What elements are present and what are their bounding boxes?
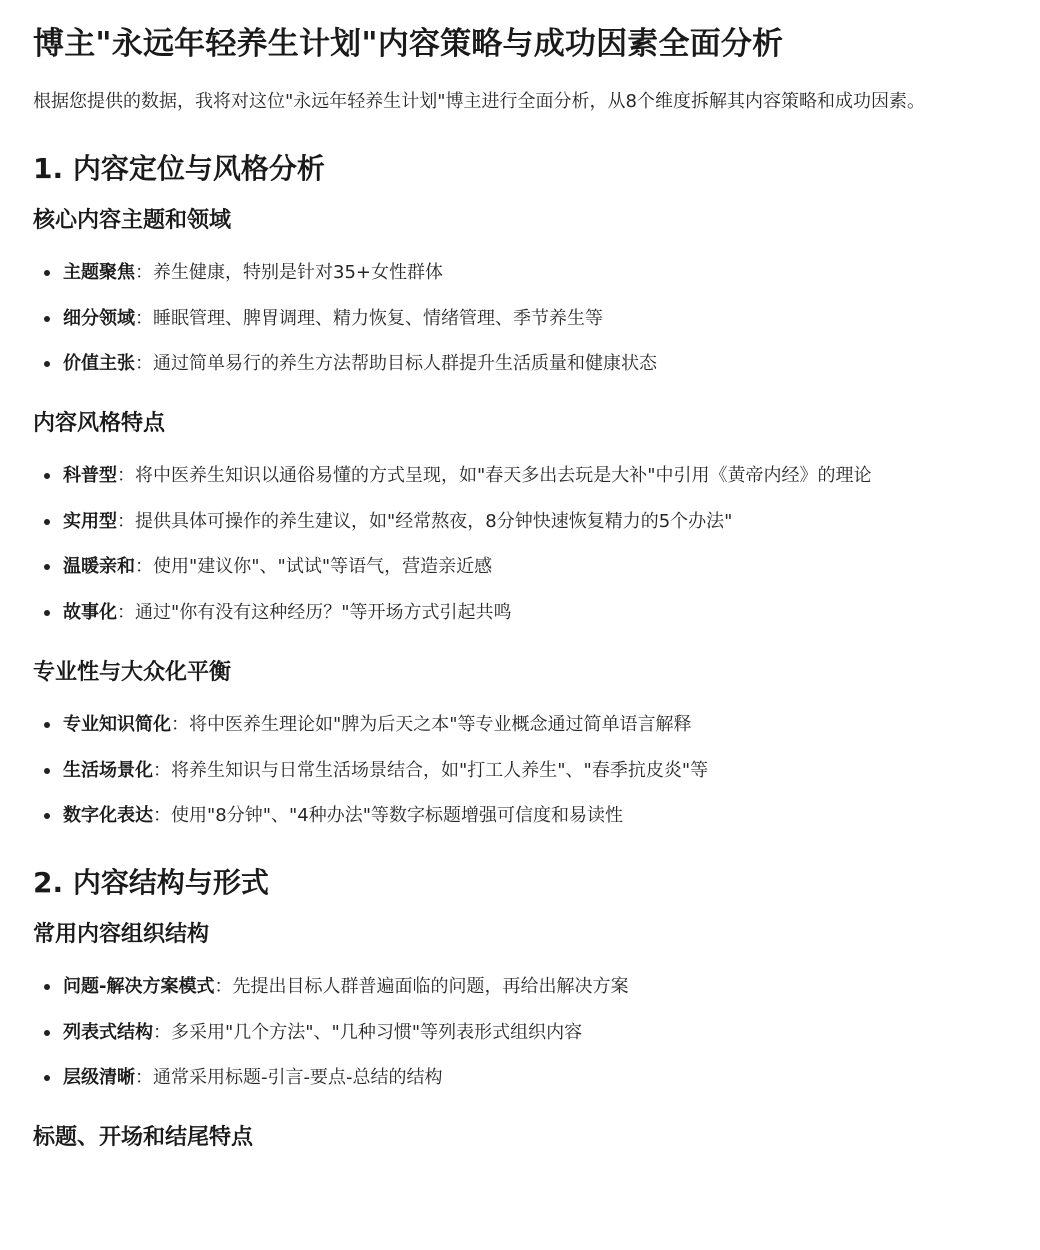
list-item-term: 实用型 [63,510,117,532]
list-item-term: 价值主张 [63,353,135,375]
bullet-dot-icon [44,722,50,728]
list-item-text: ：使用"建议你"、"试试"等语气，营造亲近感 [135,556,493,578]
list-item-text: ：提供具体可操作的养生建议，如"经常熬夜，8分钟快速恢复精力的5个办法" [117,510,733,532]
list-item-text: ：养生健康，特别是针对35+女性群体 [135,262,443,283]
list-item-text: ：通常采用标题-引言-要点-总结的结构 [135,1067,443,1089]
list-item-term: 科普型 [63,465,117,487]
list-item [33,508,1006,536]
list-item-term: 细分领域 [63,307,135,329]
bullet-dot-icon [44,564,50,570]
bullet-dot-icon [44,473,50,479]
list-item-term: 故事化 [63,601,117,623]
bullet-dot-icon [44,610,50,616]
list-item-term: 列表式结构 [63,1021,153,1043]
subsection-heading: 标题、开场和结尾特点 [33,1125,254,1151]
bullet-dot-icon [44,1075,50,1081]
bullet-list [33,711,1006,830]
bullet-dot-icon [44,316,50,322]
list-item-term: 层级清晰 [63,1067,135,1089]
subsection-heading: 内容风格特点 [33,411,166,437]
list-item [33,599,1006,627]
list-item-term: 数字化表达 [63,805,153,827]
bullet-list [33,259,1006,378]
list-item-text: ：睡眠管理、脾胃调理、精力恢复、情绪管理、季节养生等 [135,307,603,329]
list-item [33,973,1006,1001]
bullet-dot-icon [44,519,50,525]
list-item-term: 主题聚焦 [63,262,135,283]
bullet-dot-icon [44,361,50,367]
list-item [33,802,1006,830]
list-item-text: ：使用"8分钟"、"4种办法"等数字标题增强可信度和易读性 [153,805,624,827]
list-item-term: 温暖亲和 [63,556,135,578]
subsection-heading: 常用内容组织结构 [33,922,210,948]
list-item-term: 生活场景化 [63,759,153,781]
bullet-dot-icon [44,768,50,774]
bullet-dot-icon [44,270,50,276]
list-item [33,259,1006,287]
bullet-list [33,462,1006,627]
list-item [33,711,1006,739]
bullet-dot-icon [44,984,50,990]
list-item-text: ：将中医养生理论如"脾为后天之本"等专业概念通过简单语言解释 [171,713,692,735]
list-item-text: ：将中医养生知识以通俗易懂的方式呈现，如"春天多出去玩是大补"中引用《黄帝内经》的理论 [117,465,872,487]
subsection-heading: 专业性与大众化平衡 [33,659,232,685]
bullet-dot-icon [44,813,50,819]
page-title: 博主"永远年轻养生计划"内容策略与成功因素全面分析 [33,26,784,62]
list-item-text: ：将养生知识与日常生活场景结合，如"打工人养生"、"春季抗皮炎"等 [153,759,709,781]
list-item [33,305,1006,333]
list-item [33,1064,1006,1092]
list-item-text: ：多采用"几个方法"、"几种习惯"等列表形式组织内容 [153,1021,583,1043]
list-item [33,350,1006,378]
list-item-text: ：通过"你有没有这种经历？"等开场方式引起共鸣 [117,601,512,623]
section-heading: 1. 内容定位与风格分析 [33,152,325,185]
list-item [33,757,1006,785]
intro-paragraph: 根据您提供的数据，我将对这位"永远年轻养生计划"博主进行全面分析，从8个维度拆解其内容策略和成功因素。 [33,91,926,112]
list-item [33,1019,1006,1047]
list-item-term: 问题-解决方案模式 [63,976,215,998]
bullet-list [33,973,1006,1092]
list-item-text: ：先提出目标人群普遍面临的问题，再给出解决方案 [214,976,629,998]
list-item-term: 专业知识简化 [63,713,171,735]
list-item [33,553,1006,581]
list-item [33,462,1006,490]
subsection-heading: 核心内容主题和领域 [33,208,232,233]
bullet-dot-icon [44,1030,50,1036]
list-item-text: ：通过简单易行的养生方法帮助目标人群提升生活质量和健康状态 [135,353,657,375]
section-heading: 2. 内容结构与形式 [33,866,269,900]
